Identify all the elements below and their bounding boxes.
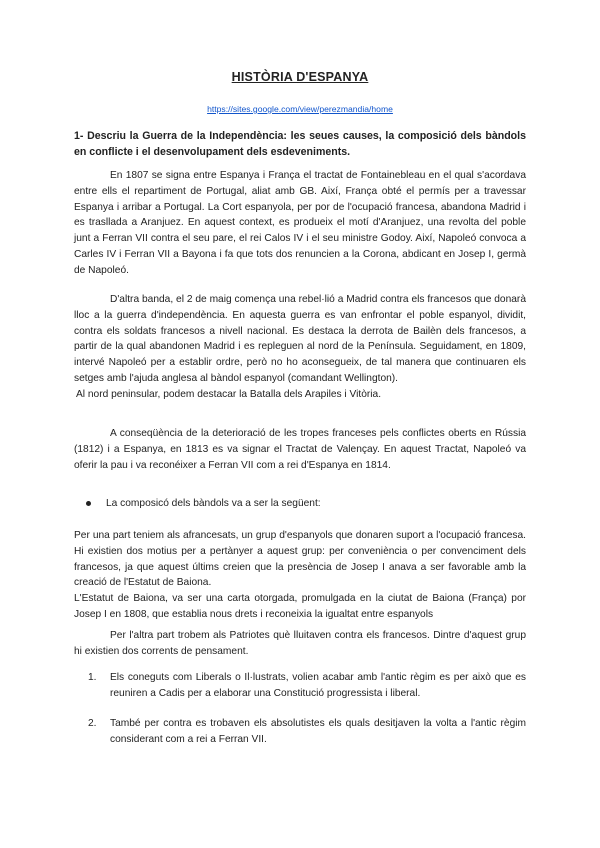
bullet-dot-icon [86,501,91,506]
paragraph-battles: Al nord peninsular, podem destacar la Batalla dels Arapiles i Vitòria. [76,388,382,400]
paragraph-estatut: L'Estatut de Baiona, va ser una carta otorgada, promulgada en la ciutat de Baiona (França) por Josep I en 1808, que establia nous drets i reconeixia la igualtat entre espanyols [74,593,526,620]
list-number: 2. [88,718,97,729]
list-text: També per contra es trobaven els absolutistes els quals desitjaven la volta a l'antic règim considerant com a rei a Ferran VII. [110,718,526,745]
source-link[interactable]: https://sites.google.com/view/perezmandia/home [207,104,393,114]
paragraph-patriotes: Per l'altra part trobem als Patriotes què lluitaven contra els francesos. Dintre d'aquest grup hi existien dos corrents de pensament. [74,630,526,657]
paragraph-development-block [74,292,526,403]
question-heading: 1- Descriu la Guerra de la Independència: les seues causes, la composició dels bàndols en conflicte i el desenvolupament dels esdeveniments. [74,130,526,158]
paragraph-consequences: A conseqüència de la deterioració de les tropes franceses pels conflictes oberts en Rússia (1812) i a Espanya, en 1813 es va signar el Tractat de Valençay. En aquest Tractat, Napoleó va oferir la pau i va reconéixer a Ferran VII com a rei d'Espanya en 1814. [74,428,526,471]
document-title: HISTÒRIA D'ESPANYA [231,70,369,84]
paragraph-afrancesats-block [74,528,526,623]
paragraph-causes: En 1807 se signa entre Espanya i França el tractat de Fontainebleau en el qual s'acordava entre ells el repartiment de Portugal, aliat amb GB. Així, França obté el permís per a travessar Espanya i arribar a Portugal. La Cort espanyola, per por de l'ocupació francesa, abandona Madrid i es trasllada a Aranjuez. En aquest context, es produeix el motí d'Aranjuez, una revolta del poble junt a Ferran VII contra el seu pare, el rei Calos IV i el seu ministre Godoy. Així, Napoleó convoca a Carles IV i Ferran VII a Bayona i fa que tots dos renuncien a la Corona, abdicant en Josep I, germà de Napoleó. [74,170,526,276]
paragraph-development: D'altra banda, el 2 de maig comença una rebel·lió a Madrid contra els francesos que donarà lloc a la guerra d'independència. En aquesta guerra es van enfrontar el poble espanyol, dividit, contra els soldats francesos a nivell nacional. Es destaca la derrota de Bailèn dels francesos, a partir de la qual abandonen Madrid i es repleguen al nord de la Península. Seguidament, en 1809, intervé Napoleó per a establir ordre, però no ho aconsegueix, de tal manera que continuaren els setges amb l'ajuda anglesa al bàndol espanyol (comandant Wellington). [74,294,526,384]
list-text: Els coneguts com Liberals o Il·lustrats, volien acabar amb l'antic règim es per això que es reuniren a Cadis per a elaborar una Constitució progressista i liberal. [110,672,526,699]
paragraph-afrancesats: Per una part teniem als afrancesats, un grup d'espanyols que donaren suport a l'ocupació francesa. Hi existien dos motius per a pertànyer a aquest grup: per conveniència o per convenciment dels francesos, ja que aquest últims creien que la presència de Josep I anava a ser favorable amb la creació de l'Estatut de Baiona. [74,530,526,589]
list-number: 1. [88,672,97,683]
bullet-text: La composicó dels bàndols va a ser la següent: [106,498,321,509]
